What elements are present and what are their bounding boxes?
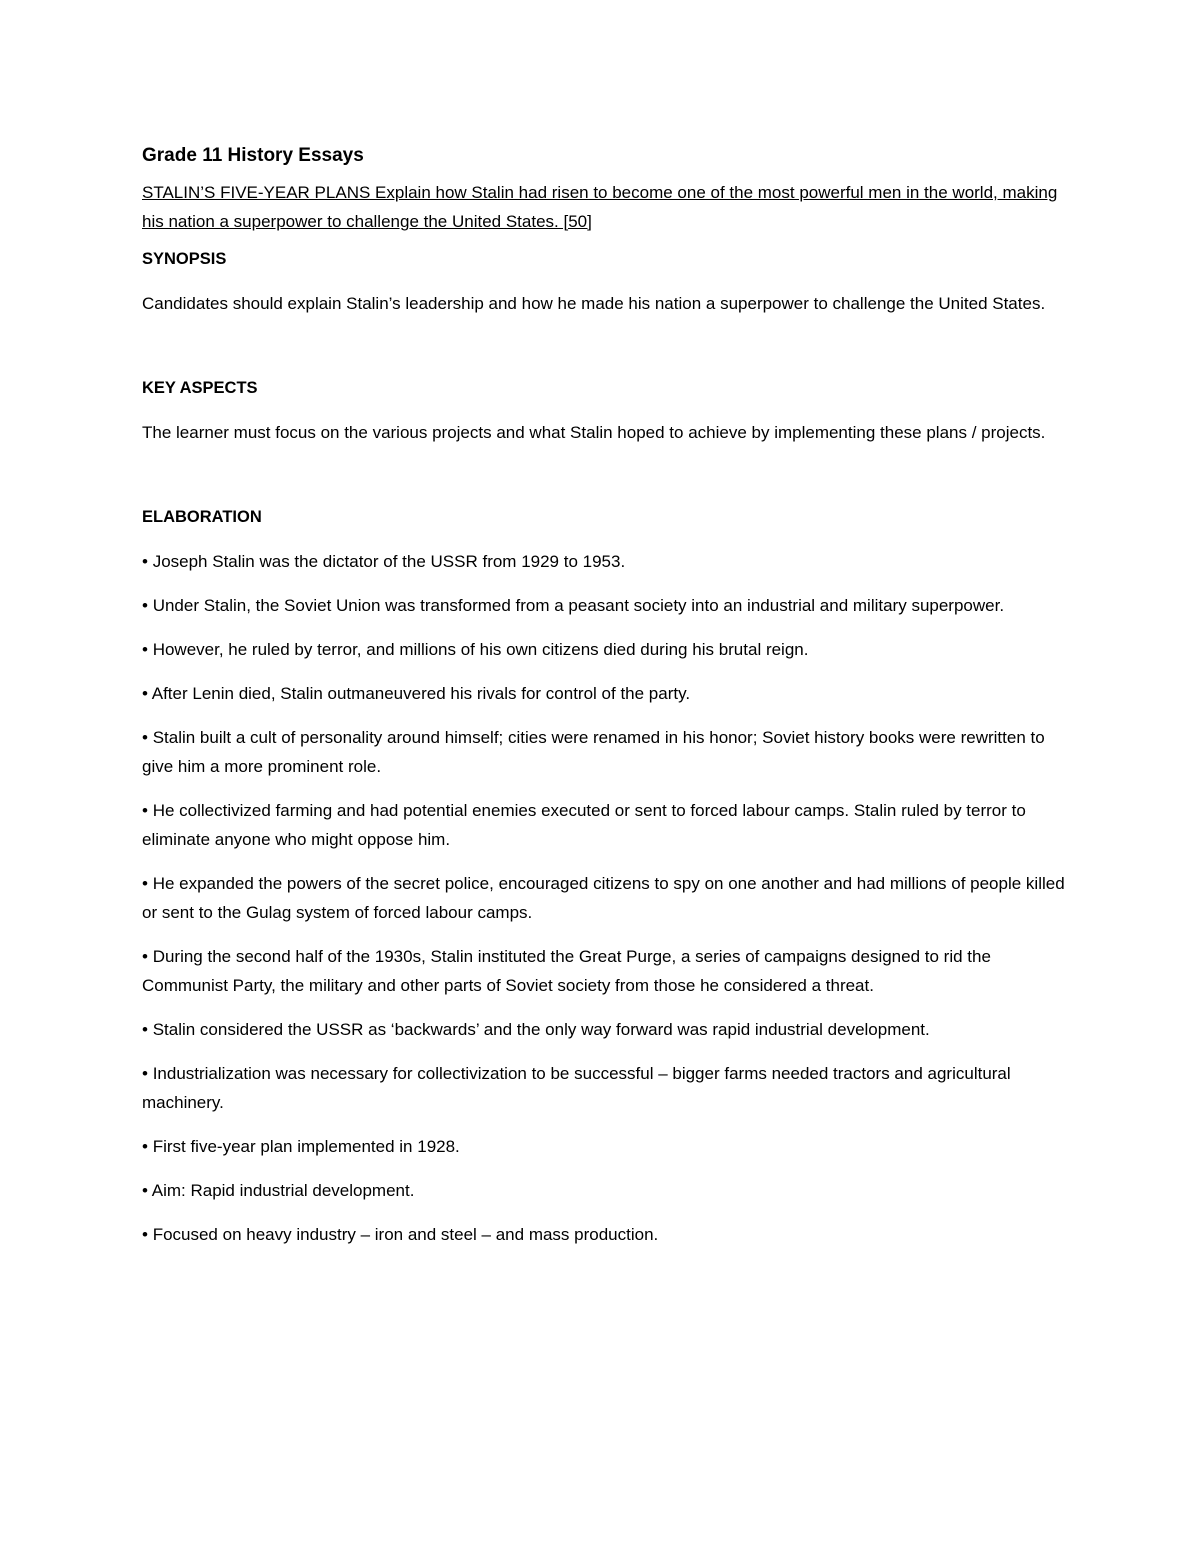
elaboration-list <box>142 547 1067 1249</box>
bullet-icon: • <box>142 874 148 893</box>
list-item-text: Focused on heavy industry – iron and steel – and mass production. <box>152 1225 659 1244</box>
list-item-text: However, he ruled by terror, and millions of his own citizens died during his brutal reign. <box>152 640 809 659</box>
key-aspects-body: The learner must focus on the various projects and what Stalin hoped to achieve by implementing these plans / projects. <box>142 423 1046 442</box>
list-item-text: Stalin built a cult of personality around himself; cities were renamed in his honor; Soviet history books were rewritten to give him a more prominent role. <box>142 728 1045 776</box>
list-item-text: He collectivized farming and had potential enemies executed or sent to forced labour camps. Stalin ruled by terror to eliminate anyone who might oppose him. <box>142 801 1026 849</box>
bullet-icon: • <box>142 596 148 615</box>
bullet-icon: • <box>142 684 148 703</box>
list-item <box>142 1132 1067 1161</box>
bullet-icon: • <box>142 1020 148 1039</box>
bullet-icon: • <box>142 1225 148 1244</box>
list-item <box>142 1059 1067 1117</box>
bullet-icon: • <box>142 1064 148 1083</box>
list-item <box>142 1176 1067 1205</box>
elaboration-heading: ELABORATION <box>142 508 262 526</box>
list-item-text: Aim: Rapid industrial development. <box>151 1181 415 1200</box>
bullet-icon: • <box>142 1181 148 1200</box>
list-item <box>142 635 1067 664</box>
bullet-icon: • <box>142 552 148 571</box>
list-item-text: Joseph Stalin was the dictator of the USSR from 1929 to 1953. <box>152 552 626 571</box>
list-item-text: First five-year plan implemented in 1928. <box>152 1137 460 1156</box>
list-item-text: Under Stalin, the Soviet Union was transformed from a peasant society into an industrial and military superpower. <box>152 596 1005 615</box>
list-item <box>142 796 1067 854</box>
list-item <box>142 1015 1067 1044</box>
synopsis-body: Candidates should explain Stalin’s leadership and how he made his nation a superpower to challenge the United States. <box>142 294 1046 313</box>
list-item <box>142 942 1067 1000</box>
synopsis-heading: SYNOPSIS <box>142 250 227 268</box>
document-title: Grade 11 History Essays <box>142 145 364 166</box>
list-item <box>142 1220 1067 1249</box>
list-item-text: Stalin considered the USSR as ‘backwards’ and the only way forward was rapid industrial development. <box>152 1020 930 1039</box>
list-item <box>142 869 1067 927</box>
bullet-icon: • <box>142 728 148 747</box>
essay-question: STALIN’S FIVE-YEAR PLANS Explain how Stalin had risen to become one of the most powerful men in the world, making his nation a superpower to challenge the United States. [50] <box>142 183 1058 231</box>
bullet-icon: • <box>142 640 148 659</box>
list-item-text: During the second half of the 1930s, Stalin instituted the Great Purge, a series of campaigns designed to rid the Communist Party, the military and other parts of Soviet society from those he considered a threat. <box>142 947 991 995</box>
list-item-text: Industrialization was necessary for collectivization to be successful – bigger farms needed tractors and agricultural machinery. <box>142 1064 1011 1112</box>
list-item-text: He expanded the powers of the secret police, encouraged citizens to spy on one another and had millions of people killed or sent to the Gulag system of forced labour camps. <box>142 874 1065 922</box>
bullet-icon: • <box>142 801 148 820</box>
list-item <box>142 591 1067 620</box>
list-item <box>142 723 1067 781</box>
bullet-icon: • <box>142 947 148 966</box>
bullet-icon: • <box>142 1137 148 1156</box>
list-item-text: After Lenin died, Stalin outmaneuvered his rivals for control of the party. <box>151 684 691 703</box>
list-item <box>142 679 1067 708</box>
document-page <box>142 140 1067 1264</box>
key-aspects-heading: KEY ASPECTS <box>142 379 258 397</box>
list-item <box>142 547 1067 576</box>
